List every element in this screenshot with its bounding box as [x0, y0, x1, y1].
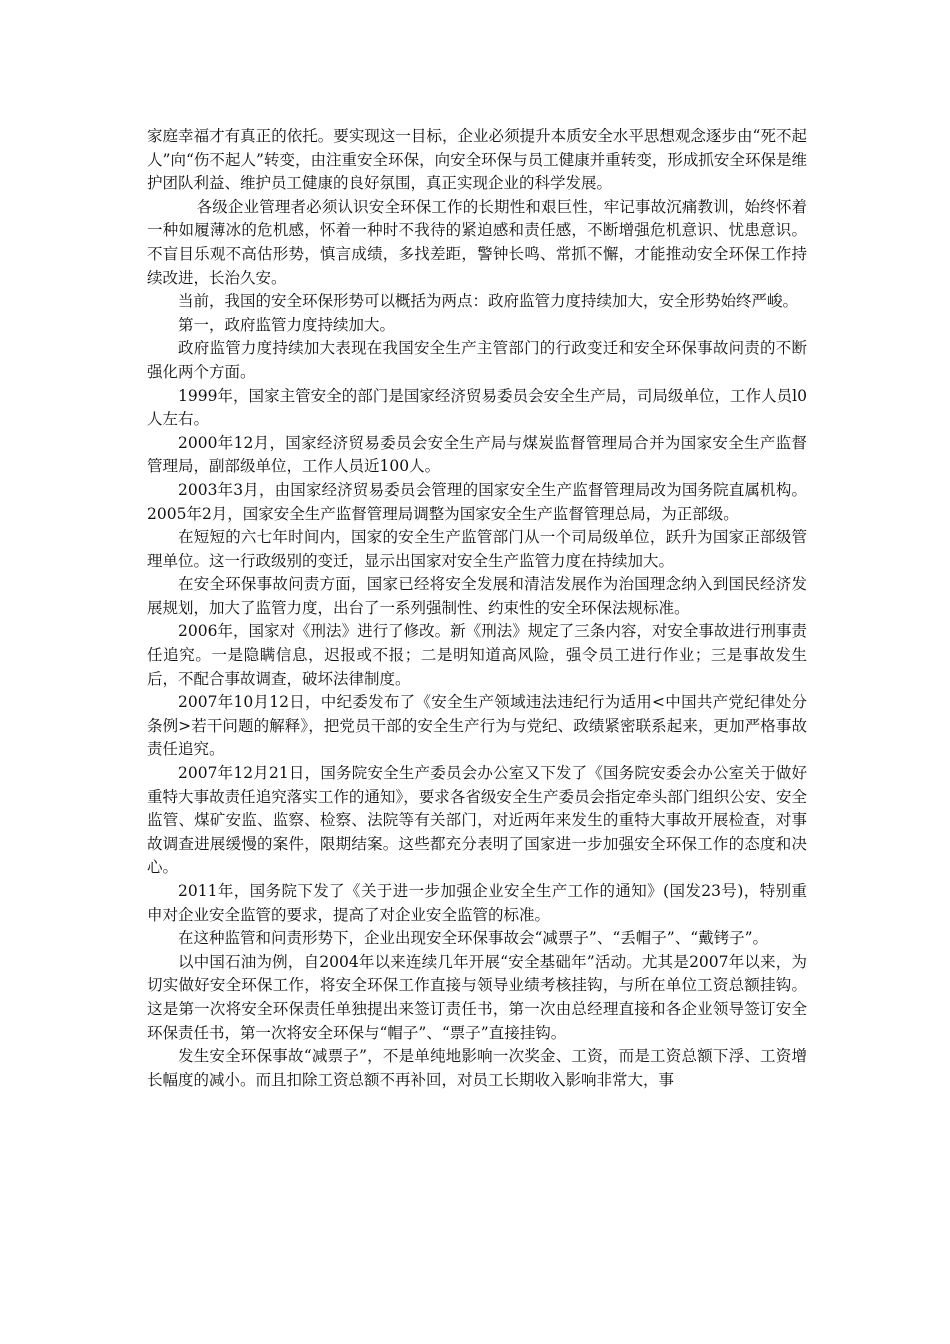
paragraph-7: 2000年12月，国家经济贸易委员会安全生产局与煤炭监督管理局合并为国家安全生产监督管理局，副部级单位，工作人员近100人。 — [147, 433, 807, 476]
paragraph-16: 以中国石油为例，自2004年以来连续几年开展“安全基础年”活动。尤其是2007年以来，为切实做好安全环保工作，将安全环保工作直接与领导业绩考核挂钩，与所在单位工资总额挂钩。这是第一次将安全环保责任单独提出来签订责任书，第一次由总经理直接和各企业领导签订安全环保责任书，第一次将安全环保与“帽子”、“票子”直接挂钩。 — [147, 952, 807, 1042]
paragraph-1: 家庭幸福才有真正的依托。要实现这一目标，企业必须提升本质安全水平思想观念逐步由“死不起人”向“伤不起人”转变，由注重安全环保，向安全环保与员工健康并重转变，形成抓安全环保是维护团队利益、维护员工健康的良好氛围，真正实现企业的科学发展。 — [147, 127, 807, 193]
paragraph-6: 1999年，国家主管安全的部门是国家经济贸易委员会安全生产局，司局级单位，工作人员l0人左右。 — [147, 386, 807, 429]
paragraph-4: 第一，政府监管力度持续加大。 — [178, 315, 396, 334]
paragraph-5: 政府监管力度持续加大表现在我国安全生产主管部门的行政变迁和安全环保事故问责的不断强化两个方面。 — [147, 339, 807, 381]
paragraph-13: 2007年12月21日，国务院安全生产委员会办公室又下发了《国务院安委会办公室关于做好重特大事故责任追究落实工作的通知》，要求各省级安全生产委员会指定牵头部门组织公安、安全监管、煤矿安监、监察、检察、法院等有关部门，对近两年来发生的重特大事故开展检查，对事故调查进展缓慢的案件，限期结案。这些都充分表明了国家进一步加强安全环保工作的态度和决心。 — [147, 764, 807, 877]
document-body — [147, 125, 807, 1092]
paragraph-10: 在安全环保事故问责方面，国家已经将安全发展和清洁发展作为治国理念纳入到国民经济发展规划，加大了监管力度，出台了一系列强制性、约束性的安全环保法规标准。 — [147, 575, 807, 617]
paragraph-2: 各级企业管理者必须认识安全环保工作的长期性和艰巨性，牢记事故沉痛教训，始终怀着一种如履薄冰的危机感，怀着一种时不我待的紧迫感和责任感，不断增强危机意识、忧患意识。不盲目乐观不高估形势，慎言成绩，多找差距，警钟长鸣、常抓不懈，才能推动安全环保工作持续改进，长治久安。 — [147, 197, 807, 287]
paragraph-12: 2007年10月12日，中纪委发布了《安全生产领域违法违纪行为适用<中国共产党纪律处分条例>若干问题的解释》，把党员干部的安全生产行为与党纪、政绩紧密联系起来，更加严格事故责任追究。 — [147, 693, 807, 759]
paragraph-9: 在短短的六七年时间内，国家的安全生产监管部门从一个司局级单位，跃升为国家正部级管理单位。这一行政级别的变迁，显示出国家对安全生产监管力度在持续加大。 — [147, 528, 807, 570]
paragraph-15: 在这种监管和问责形势下，企业出现安全环保事故会“减票子”、“丢帽子”、“戴铐子”。 — [178, 929, 769, 948]
paragraph-3: 当前，我国的安全环保形势可以概括为两点：政府监管力度持续加大，安全形势始终严峻。 — [178, 292, 799, 311]
paragraph-8: 2003年3月，由国家经济贸易委员会管理的国家安全生产监督管理局改为国务院直属机构。2005年2月，国家安全生产监督管理局调整为国家安全生产监督管理总局，为正部级。 — [147, 480, 807, 523]
paragraph-11: 2006年，国家对《刑法》进行了修改。新《刑法》规定了三条内容，对安全事故进行刑事责任追究。一是隐瞒信息，迟报或不报；二是明知道高风险，强令员工进行作业；三是事故发生后，不配合事故调查，破坏法律制度。 — [147, 622, 807, 688]
paragraph-17: 发生安全环保事故“减票子”，不是单纯地影响一次奖金、工资，而是工资总额下浮、工资增长幅度的减小。而且扣除工资总额不再补回，对员工长期收入影响非常大，事 — [147, 1047, 807, 1089]
paragraph-14: 2011年，国务院下发了《关于进一步加强企业安全生产工作的通知》(国发23号)，特别重申对企业安全监管的要求，提高了对企业安全监管的标准。 — [147, 882, 807, 924]
